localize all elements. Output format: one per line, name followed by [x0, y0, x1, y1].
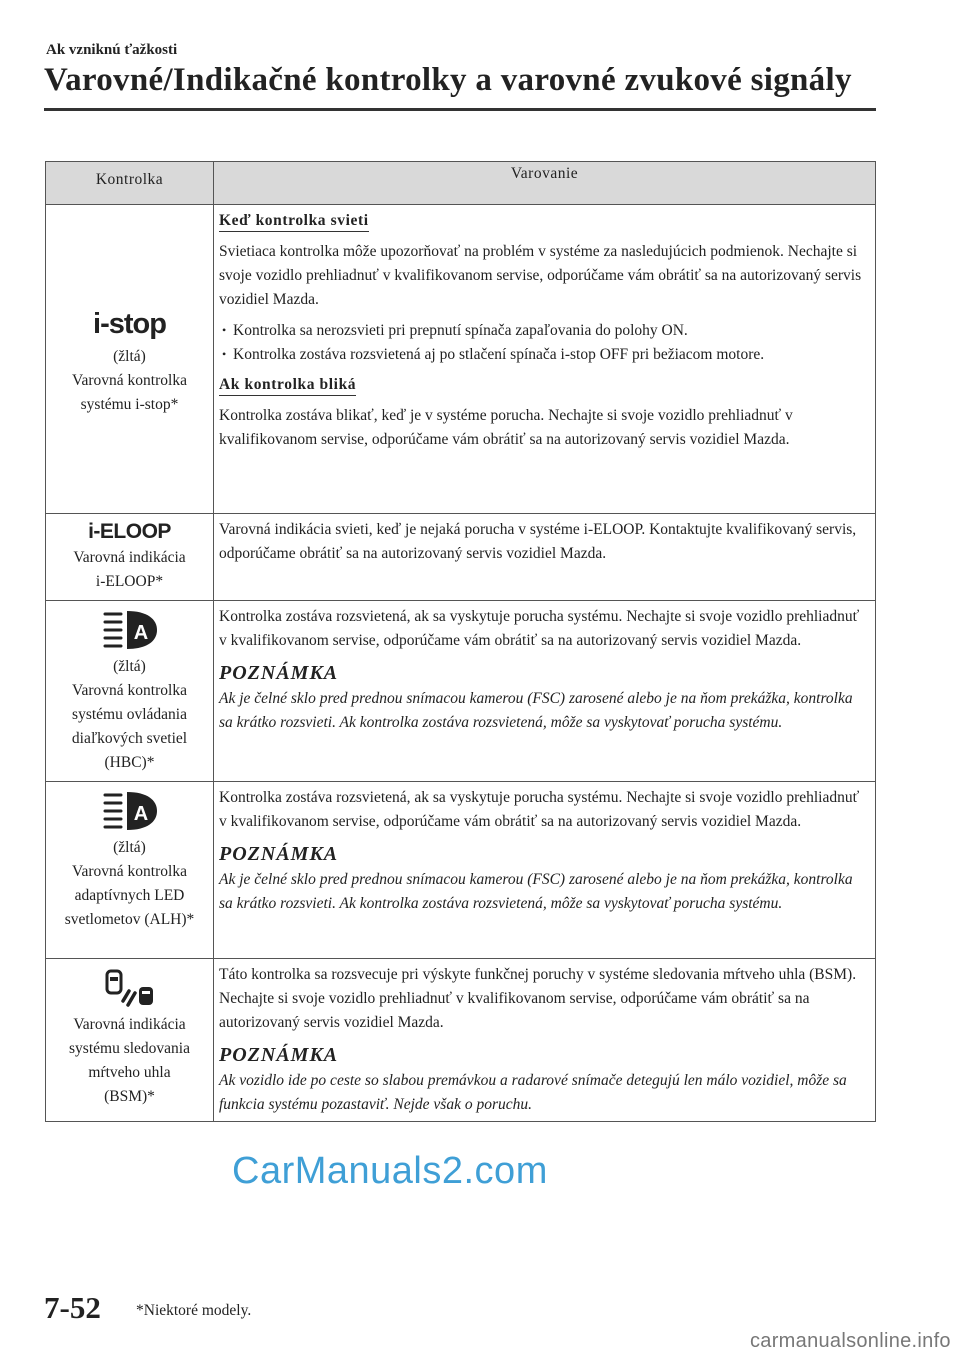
section-label: Ak vzniknú ťažkosti [46, 42, 178, 58]
warning-table [45, 161, 876, 1122]
note-text: Ak je čelné sklo pred prednou snímacou kamerou (FSC) zarosené alebo je na ňom prekážka, kontrolka sa krátko rozsvieti. Ak kontrolka zostáva rozsvietená, môže sa vyskytovať porucha systému. [219, 871, 853, 912]
warning-text: Kontrolka zostáva rozsvietená, ak sa vyskytuje porucha systému. Nechajte si svoje vozidlo prehliadnuť v kvalifikovanom servise, odporúčame vám obrátiť sa na autorizovaný servis vozidiel Mazda. [219, 789, 860, 830]
col-header-varovanie: Varovanie [214, 162, 876, 205]
watermark: CarManuals2.com [232, 1150, 548, 1192]
indicator-label-line: (HBC)* [104, 754, 155, 771]
col-header-kontrolka: Kontrolka [46, 162, 214, 205]
indicator-cell [46, 601, 214, 782]
headlight-auto-icon [97, 788, 163, 832]
indicator-label-line: svetlometov (ALH)* [64, 911, 195, 928]
indicator-label-line: Varovná indikácia [73, 1016, 186, 1033]
note-heading: POZNÁMKA [219, 843, 339, 865]
indicator-cell [46, 205, 214, 514]
table-row [46, 205, 876, 514]
table-row [46, 959, 876, 1122]
svg-text:A: A [133, 803, 148, 825]
indicator-label-line: i-ELOOP* [95, 573, 164, 590]
indicator-label-line: (BSM)* [104, 1088, 155, 1105]
page-number: 7-52 [44, 1290, 101, 1325]
warning-text: Kontrolka zostáva blikať, keď je v systéme porucha. Nechajte si svoje vozidlo prehliadnuť v kvalifikovanom servise, odporúčame vám obrátiť sa na autorizovaný servis vozidiel Mazda. [219, 407, 793, 448]
table-row [46, 601, 876, 782]
subheading: Keď kontrolka svieti [219, 211, 369, 232]
indicator-label-line: Varovná kontrolka [72, 863, 187, 880]
warning-cell [214, 601, 876, 782]
table-header-row [46, 162, 876, 205]
warning-cell [214, 514, 876, 601]
bullet-list [219, 319, 869, 367]
indicator-label-line: mŕtveho uhla [88, 1064, 171, 1081]
indicator-label-line: systému ovládania [72, 706, 187, 723]
indicator-label-line: (žltá) [113, 658, 146, 675]
subheading: Ak kontrolka bliká [219, 375, 356, 396]
i-eloop-icon: i-ELOOP [88, 520, 171, 543]
note-heading: POZNÁMKA [219, 1044, 339, 1066]
warning-text: Kontrolka zostáva rozsvietená, ak sa vyskytuje porucha systému. Nechajte si svoje vozidlo prehliadnuť v kvalifikovanom servise, odporúčame vám obrátiť sa na autorizovaný servis vozidiel Mazda. [219, 608, 860, 649]
indicator-label-line: adaptívnych LED [74, 887, 185, 904]
indicator-cell [46, 782, 214, 959]
note-heading: POZNÁMKA [219, 662, 339, 684]
table-row [46, 514, 876, 601]
warning-cell [214, 205, 876, 514]
bullet-item: • Kontrolka zostáva rozsvietená aj po stlačení spínača i-stop OFF pri bežiacom motore. [219, 343, 869, 367]
footnote: *Niektoré modely. [136, 1302, 252, 1319]
warning-text: Táto kontrolka sa rozsvecuje pri výskyte funkčnej poruchy v systéme sledovania mŕtveho uhla (BSM). Nechajte si svoje vozidlo prehliadnuť v kvalifikovanom servise, odporúčame vám obrátiť sa na autorizovaný servis vozidiel Mazda. [219, 966, 857, 1031]
indicator-cell [46, 959, 214, 1122]
indicator-label-line: Varovná kontrolka [72, 372, 187, 389]
warning-text: Svietiaca kontrolka môže upozorňovať na problém v systéme za nasledujúcich podmienok. Nechajte si svoje vozidlo prehliadnuť v kvalifikovanom servise, odporúčame vám obrátiť sa na autorizovaný servis vozidiel Mazda. [219, 243, 862, 308]
indicator-cell [46, 514, 214, 601]
bullet-item: • Kontrolka sa nerozsvieti pri prepnutí spínača zapaľovania do polohy ON. [219, 319, 869, 343]
page-title: Varovné/Indikačné kontrolky a varovné zvukové signály [44, 62, 852, 98]
svg-text:A: A [133, 622, 148, 644]
warning-cell [214, 782, 876, 959]
indicator-label-line: systému i-stop* [80, 396, 179, 413]
warning-text: Varovná indikácia svieti, keď je nejaká porucha v systéme i-ELOOP. Kontaktujte kvalifikovaný servis, odporúčame obrátiť sa na autorizovaný servis vozidiel Mazda. [219, 521, 857, 562]
indicator-label-line: diaľkových svetiel [71, 730, 188, 747]
blind-spot-icon [97, 965, 163, 1009]
note-text: Ak je čelné sklo pred prednou snímacou kamerou (FSC) zarosené alebo je na ňom prekážka, kontrolka sa krátko rozsvieti. Ak kontrolka zostáva rozsvietená, môže sa vyskytovať porucha systému. [219, 690, 853, 731]
note-text: Ak vozidlo ide po ceste so slabou premávkou a radarové snímače detegujú len málo vozidiel, môže sa funkcia systému pozastaviť. Nejde však o poruchu. [219, 1072, 847, 1113]
headlight-auto-icon [97, 607, 163, 651]
site-watermark: carmanualsonline.info [750, 1330, 951, 1352]
table-row [46, 782, 876, 959]
indicator-label-line: (žltá) [113, 348, 146, 365]
indicator-label-line: Varovná kontrolka [72, 682, 187, 699]
title-rule [44, 108, 876, 111]
indicator-label-line: (žltá) [113, 839, 146, 856]
indicator-label-line: systému sledovania [69, 1040, 190, 1057]
indicator-label-line: Varovná indikácia [73, 549, 186, 566]
i-stop-icon: i-stop [93, 308, 166, 340]
warning-cell [214, 959, 876, 1122]
